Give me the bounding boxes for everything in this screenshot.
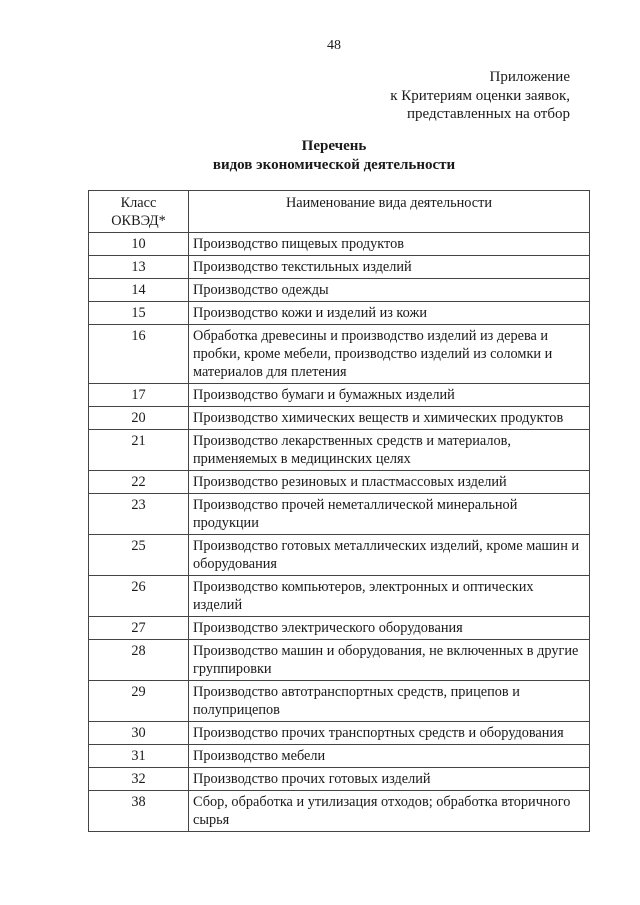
row-name: Производство кожи и изделий из кожи: [189, 302, 590, 325]
row-name: Производство электрического оборудования: [189, 617, 590, 640]
row-name: Сбор, обработка и утилизация отходов; обработка вторичного сырья: [189, 791, 590, 832]
row-code: 26: [89, 576, 189, 617]
row-name: Производство прочих транспортных средств и оборудования: [189, 722, 590, 745]
row-code: 32: [89, 768, 189, 791]
row-name: Производство лекарственных средств и материалов, применяемых в медицинских целях: [189, 430, 590, 471]
header-name: Наименование вида деятельности: [189, 191, 590, 233]
activity-table: [88, 190, 590, 832]
row-code: 21: [89, 430, 189, 471]
row-code: 22: [89, 471, 189, 494]
row-code: 13: [89, 256, 189, 279]
row-name: Производство бумаги и бумажных изделий: [189, 384, 590, 407]
row-name: Производство прочих готовых изделий: [189, 768, 590, 791]
table-row: [89, 233, 590, 256]
header-code-line-1: Класс: [120, 195, 157, 211]
row-code: 27: [89, 617, 189, 640]
row-code: 15: [89, 302, 189, 325]
table-row: [89, 430, 590, 471]
row-code: 28: [89, 640, 189, 681]
table-header-row: [89, 191, 590, 233]
row-name: Производство пищевых продуктов: [189, 233, 590, 256]
row-code: 29: [89, 681, 189, 722]
row-name: Производство готовых металлических изделий, кроме машин и оборудования: [189, 535, 590, 576]
row-name: Обработка древесины и производство изделий из дерева и пробки, кроме мебели, производство изделий из соломки и материалов для плетения: [189, 325, 590, 384]
table-row: [89, 302, 590, 325]
document-title: [0, 137, 640, 175]
row-code: 38: [89, 791, 189, 832]
row-code: 31: [89, 745, 189, 768]
appendix-line-1: Приложение: [489, 69, 570, 85]
row-name: Производство машин и оборудования, не включенных в другие группировки: [189, 640, 590, 681]
table-row: [89, 384, 590, 407]
table-row: [89, 256, 590, 279]
header-code: [89, 191, 189, 233]
table-row: [89, 494, 590, 535]
row-code: 25: [89, 535, 189, 576]
row-name: Производство текстильных изделий: [189, 256, 590, 279]
table-row: [89, 791, 590, 832]
row-name: Производство мебели: [189, 745, 590, 768]
row-name: Производство одежды: [189, 279, 590, 302]
header-code-line-2: ОКВЭД*: [111, 213, 166, 229]
row-code: 20: [89, 407, 189, 430]
table-row: [89, 407, 590, 430]
title-line-2: видов экономической деятельности: [212, 157, 456, 173]
appendix-line-2: к Критериям оценки заявок,: [390, 87, 570, 104]
table-row: [89, 576, 590, 617]
row-code: 17: [89, 384, 189, 407]
row-name: Производство прочей неметаллической минеральной продукции: [189, 494, 590, 535]
appendix-line-3: представленных на отбор: [406, 106, 570, 122]
table-row: [89, 768, 590, 791]
table-row: [89, 722, 590, 745]
table-row: [89, 471, 590, 494]
title-line-1: Перечень: [301, 138, 367, 154]
appendix-header: [390, 68, 570, 124]
table-row: [89, 325, 590, 384]
row-name: Производство автотранспортных средств, прицепов и полуприцепов: [189, 681, 590, 722]
table-row: [89, 279, 590, 302]
row-name: Производство химических веществ и химических продуктов: [189, 407, 590, 430]
table-row: [89, 617, 590, 640]
row-code: 16: [89, 325, 189, 384]
table-row: [89, 640, 590, 681]
row-code: 23: [89, 494, 189, 535]
row-name: Производство компьютеров, электронных и оптических изделий: [189, 576, 590, 617]
table-row: [89, 681, 590, 722]
page-number: 48: [327, 38, 341, 53]
row-code: 10: [89, 233, 189, 256]
table-row: [89, 745, 590, 768]
table-row: [89, 535, 590, 576]
row-code: 30: [89, 722, 189, 745]
row-code: 14: [89, 279, 189, 302]
row-name: Производство резиновых и пластмассовых изделий: [189, 471, 590, 494]
